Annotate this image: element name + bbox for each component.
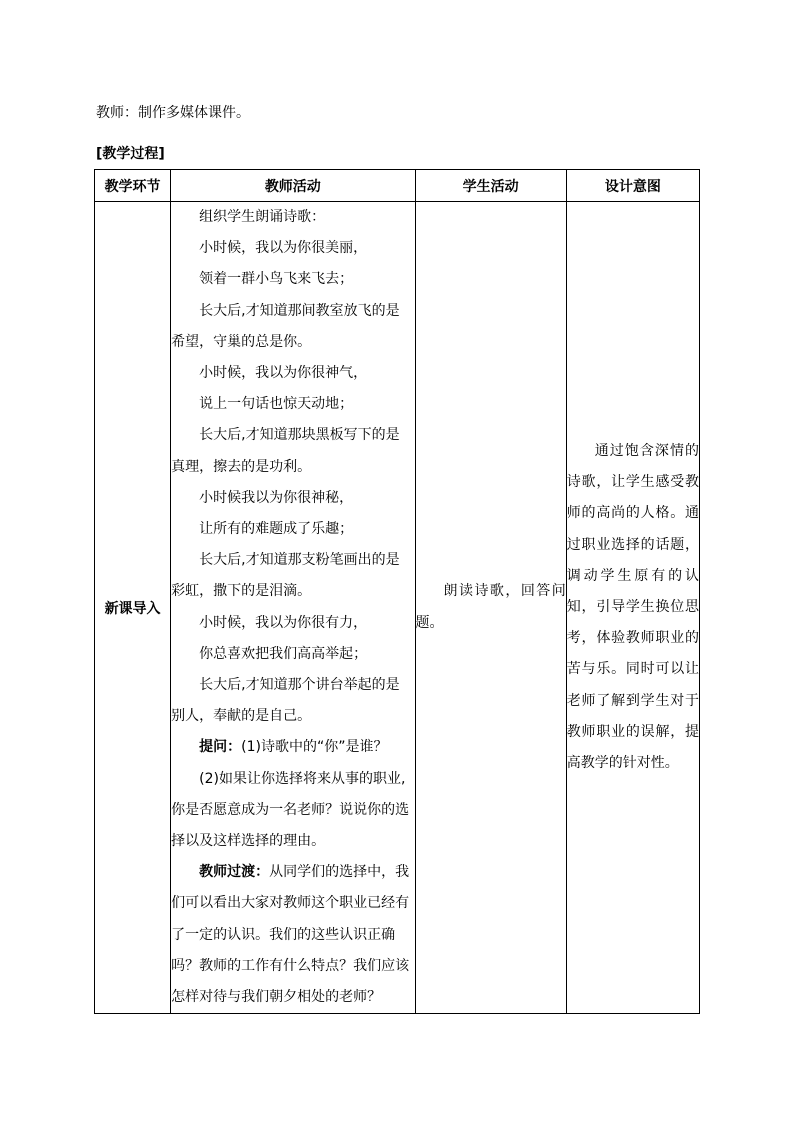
question-1 <box>171 732 414 763</box>
poem-line: 小时候我以为你很神秘， <box>199 489 354 506</box>
question-2: (2)如果让你选择将来从事的职业,你是否愿意成为一名老师？说说你的选择以及这样选择的理由。 <box>171 770 410 850</box>
table-header-row <box>95 170 700 202</box>
poem-line: 长大后,才知道那块黑板写下的是 <box>199 427 400 444</box>
header-design-intent: 设计意图 <box>566 170 699 202</box>
teacher-transition <box>171 857 414 1013</box>
poem-line: 小时候，我以为你很神气， <box>199 365 368 382</box>
poem-line: 小时候，我以为你很有力， <box>199 614 368 631</box>
poem-line: 领着一群小鸟飞来飞去； <box>199 271 354 288</box>
transition-label: 教师过渡： <box>199 864 270 881</box>
poem-line: 让所有的难题成了乐趣； <box>199 521 354 538</box>
lesson-table <box>94 169 700 1014</box>
student-activity-text: 朗读诗歌，回答问题。 <box>415 583 566 631</box>
poem-line: 长大后,才知道那间教室放飞的是 <box>199 302 400 319</box>
design-intent-text: 通过饱含深情的诗歌，让学生感受教师的高尚的人格。通过职业选择的话题，调动学生原有的认知，引导学生换位思考，体验教师职业的苦与乐。同时可以让老师了解到学生对于教师职业的误解，提高教学的针对性。 <box>566 443 699 772</box>
poem-line: 希望，守巢的总是你。 <box>171 333 312 350</box>
poem-line: 别人，奉献的是自己。 <box>171 708 312 725</box>
question-1-text: (1)诗歌中的“你”是谁？ <box>241 739 388 756</box>
header-stage: 教学环节 <box>95 170 171 202</box>
design-intent-cell <box>566 202 699 1014</box>
poem-line: 彩虹，撒下的是泪滴。 <box>171 583 312 600</box>
teacher-activity-cell <box>171 202 415 1014</box>
poem-line: 长大后,才知道那支粉笔画出的是 <box>199 552 400 569</box>
header-student-activity: 学生活动 <box>415 170 566 202</box>
student-activity-cell <box>415 202 566 1014</box>
poem-line: 真理，擦去的是功利。 <box>171 458 312 475</box>
teacher-line: 组织学生朗诵诗歌： <box>199 209 326 225</box>
section-title: [教学过程] <box>96 146 165 162</box>
poem-line: 小时候，我以为你很美丽， <box>199 240 368 257</box>
poem-line: 说上一句话也惊天动地； <box>199 396 354 413</box>
transition-text: 从同学们的选择中，我们可以看出大家对教师这个职业已经有了一定的认识。我们的这些认识正确吗？教师的工作有什么特点？我们应该怎样对待与我们朝夕相处的老师？ <box>171 864 410 1006</box>
question-label: 提问： <box>199 739 242 756</box>
poem-line: 你总喜欢把我们高高举起； <box>199 645 368 662</box>
intro-text: 教师：制作多媒体课件。 <box>96 105 250 121</box>
table-row <box>95 202 700 1014</box>
stage-cell: 新课导入 <box>95 202 171 1014</box>
poem-line: 长大后,才知道那个讲台举起的是 <box>199 677 400 694</box>
header-teacher-activity: 教师活动 <box>171 170 415 202</box>
